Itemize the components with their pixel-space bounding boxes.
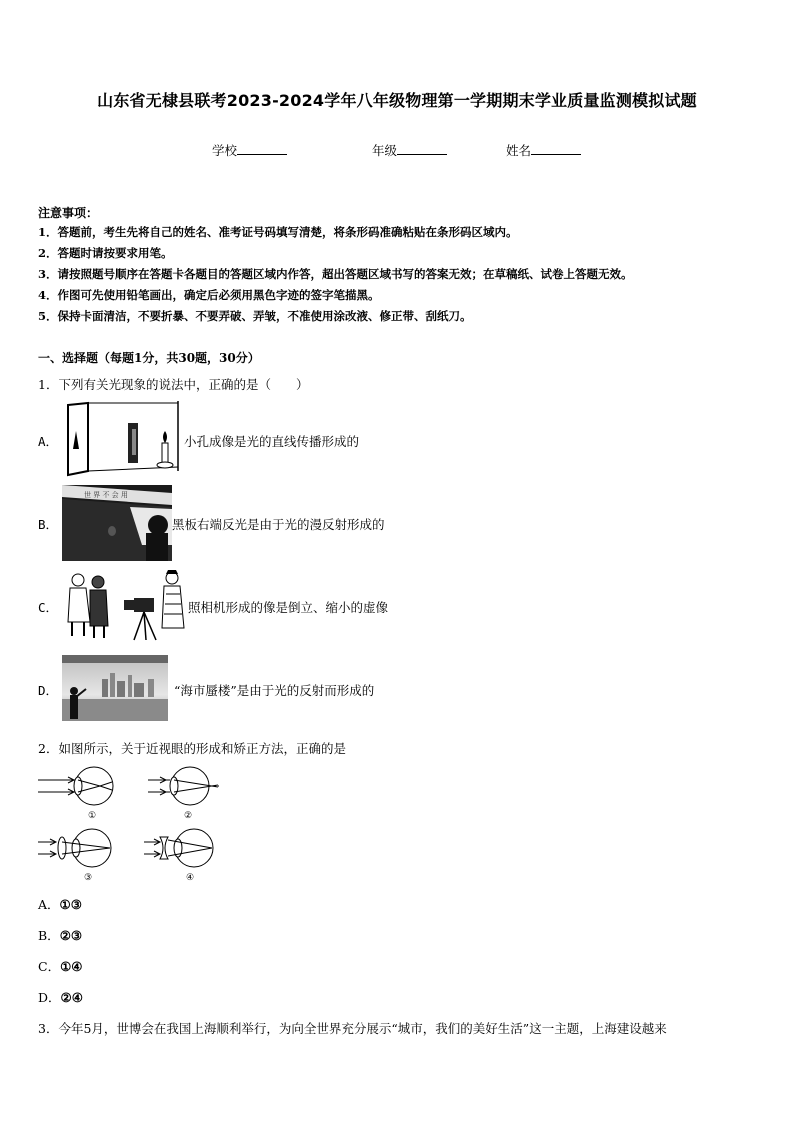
eye-diagram-4 [144,829,213,883]
q2-option-a-text: ①③ [59,897,82,912]
q2-option-c [38,957,83,975]
name-field [506,141,581,159]
eye-diagram-1 [38,767,113,821]
camera-people-figure [64,570,186,642]
eye-diagram-2 [148,767,220,821]
note-item: 5．保持卡面清洁，不要折暴、不要弄破、弄皱，不准使用涂改液、修正带、刮纸刀。 [38,309,472,323]
note-item: 4．作图可先使用铅笔画出，确定后必须用黑色字迹的签字笔描黑。 [38,288,380,302]
question-3-stem: 3．今年5月，世博会在我国上海顺利举行，为向全世界充分展示“城市，我们的美好生活”这一主题，上海建设越来 [38,1021,667,1036]
grade-field [372,141,447,159]
pinhole-camera-figure [62,401,182,477]
q1-option-a-text: 小孔成像是光的直线传播形成的 [184,434,360,449]
q1-option-d-letter: D． [38,683,59,698]
question-2-stem: 2．如图所示，关于近视眼的形成和矫正方法，正确的是 [38,741,346,756]
blackboard-glare-photo [62,485,172,561]
question-1-stem: 1．下列有关光现象的说法中，正确的是（ ） [38,377,309,392]
q2-option-c-text: ①④ [60,959,83,974]
name-blank [531,143,581,155]
q1-option-d-text: “海市蜃楼”是由于光的反射而形成的 [174,683,375,698]
diagram-label: ④ [186,873,195,883]
school-field [212,141,287,159]
name-label: 姓名 [506,143,532,158]
q2-option-d-letter: D． [38,990,61,1005]
notes-heading: 注意事项： [38,206,99,220]
note-item: 3．请按照题号顺序在答题卡各题目的答题区域内作答，超出答题区域书写的答案无效；在草稿纸、试卷上答题无效。 [38,267,633,281]
q2-option-a-letter: A． [38,897,60,912]
grade-blank [397,143,447,155]
q1-option-c-text: 照相机形成的像是倒立、缩小的虚像 [188,600,389,615]
q1-option-a-letter: A． [38,434,59,449]
note-item: 1．答题前，考生先将自己的姓名、准考证号码填写清楚，将条形码准确粘贴在条形码区域内。 [38,225,518,239]
q2-option-b-text: ②③ [59,928,83,943]
q2-option-c-letter: C． [38,959,61,974]
q2-option-d [38,988,83,1006]
q2-option-b [38,926,82,944]
grade-label: 年级 [372,143,398,158]
note-item: 2．答题时请按要求用笔。 [38,246,173,260]
eye-diagram-3 [38,829,111,883]
diagram-label: ① [88,811,97,821]
school-label: 学校 [212,143,238,158]
page-title: 山东省无棣县联考2023-2024学年八年级物理第一学期期末学业质量监测模拟试题 [97,91,697,110]
q2-option-b-letter: B． [38,928,60,943]
section-heading: 一、选择题（每题1分，共30题，30分） [38,351,260,365]
q1-option-b-text: 黑板右端反光是由于光的漫反射形成的 [172,517,385,532]
diagram-label: ③ [84,873,93,883]
q1-option-b-letter: B． [38,517,59,532]
q1-option-c-letter: C． [38,600,59,615]
board-caption: 世 界 不 会 用 [84,491,128,499]
diagram-label: ② [184,811,193,821]
q2-option-d-text: ②④ [60,990,83,1005]
mirage-photo [62,655,168,721]
q2-option-a [38,895,82,913]
school-blank [237,143,287,155]
myopia-eye-diagrams [36,766,226,884]
